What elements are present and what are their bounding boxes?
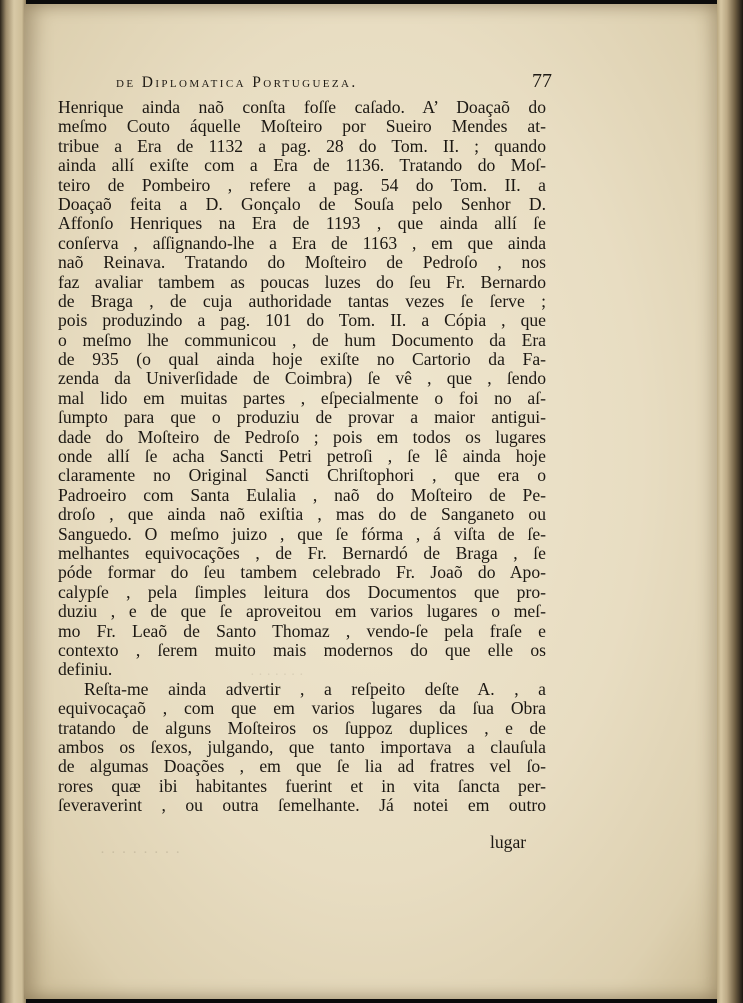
text-line: ſumpto para que o produziu de provar a maior antigui- [58, 407, 546, 428]
text-line: de algumas Doações , em que ſe lia ad fratres vel ſo- [58, 756, 546, 777]
text-line: zenda da Univerſidade de Coimbra) ſe vê , que , ſendo [58, 368, 546, 389]
text-line: onde allí ſe acha Sancti Petri petroſi , ſe lê ainda hoje [58, 446, 546, 467]
text-line: tratando de alguns Moſteiros os ſuppoz duplices , e de [58, 717, 546, 738]
text-line: póde formar do ſeu tambem celebrado Fr. Joaõ do Apo- [58, 562, 546, 583]
text-line: rores quæ ibi habitantes fuerint et in vita ſancta per- [58, 775, 546, 796]
show-through-text: · · · · · · · · [100, 845, 182, 861]
text-line: tribue a Era de 1132 a pag. 28 do Tom. II. ; quando [58, 135, 546, 156]
text-line: ainda allí exiſte com a Era de 1136. Tratando do Moſ- [58, 155, 546, 176]
running-head [116, 70, 552, 98]
paragraph-start-line: Reſta-me ainda advertir , a reſpeito deſte A. , a [84, 678, 546, 699]
text-line: Henrique ainda naõ conſta foſſe caſado. A’ Doaçaõ do [58, 97, 546, 117]
text-line: calypſe , pela ſimples leitura dos Documentos que pro- [58, 581, 546, 602]
text-line: dade do Moſteiro de Pedroſo ; pois em todos os lugares [58, 426, 546, 447]
text-line: teiro de Pombeiro , refere a pag. 54 do Tom. II. a [58, 174, 546, 195]
text-line: naõ Reinava. Tratando do Moſteiro de Pedroſo , nos [58, 252, 546, 273]
text-line: duziu , e de que ſe aproveitou em varios lugares o meſ- [58, 601, 546, 622]
page-number: 77 [532, 70, 552, 92]
text-line: pois produzindo a pag. 101 do Tom. II. a Cópia , que [58, 310, 546, 331]
text-line: o meſmo lhe communicou , de hum Documento da Era [58, 329, 546, 350]
right-page-edge [717, 0, 743, 1003]
text-line: Doaçaõ feita a D. Gonçalo de Souſa pelo Senhor D. [58, 193, 546, 214]
text-line: Sanguedo. O meſmo juizo , que ſe fórma , á viſta de ſe- [58, 523, 546, 544]
text-line: de Braga , de cuja authoridade tantas vezes ſe ſerve ; [58, 290, 546, 311]
text-line: claramente no Original Sancti Chriſtophori , que era o [58, 465, 546, 486]
text-line: meſmo Couto áquelle Moſteiro por Sueiro Mendes at- [58, 116, 546, 137]
catchword: lugar [490, 832, 527, 852]
text-line: mal lido em muitas partes , eſpecialmente o foi no aſ- [58, 387, 546, 408]
text-line: ſeveraverint , ou outra ſemelhante. Já notei em outro [58, 795, 546, 816]
text-line: Padroeiro com Santa Eulalia , naõ do Moſteiro de Pe- [58, 484, 546, 505]
text-line: equivocaçaõ , com que em varios lugares da ſua Obra [58, 698, 546, 719]
body-text [58, 98, 546, 815]
text-line: melhantes equivocações , de Fr. Bernardó de Braga , ſe [58, 542, 546, 563]
text-line: droſo , que ainda naõ exiſtia , mas do de Sanganeto ou [58, 504, 546, 525]
text-line: de 935 (o qual ainda hoje exiſte no Cartorio da Fa- [58, 349, 546, 370]
text-line: ambos os ſexos, julgando, que tanto importava a clauſula [58, 736, 546, 757]
show-through-text: · · · · · · · [250, 668, 304, 683]
text-line: faz avaliar tambem as poucas luzes do ſeu Fr. Bernardo [58, 271, 546, 292]
left-page-edge [0, 0, 26, 1003]
running-head-title: de Diplomatica Portugueza. [116, 74, 358, 91]
text-line: conſerva , aſſignando-lhe a Era de 1163 , em que ainda [58, 232, 546, 253]
text-line: mo Fr. Leaõ de Santo Thomaz , vendo-ſe pela fraſe e [58, 620, 546, 641]
paragraph-end-line: definiu. [58, 659, 113, 680]
text-line: contexto , ſerem muito mais modernos do que elle os [58, 639, 546, 660]
text-line: Affonſo Henriques na Era de 1193 , que ainda allí ſe [58, 213, 546, 234]
